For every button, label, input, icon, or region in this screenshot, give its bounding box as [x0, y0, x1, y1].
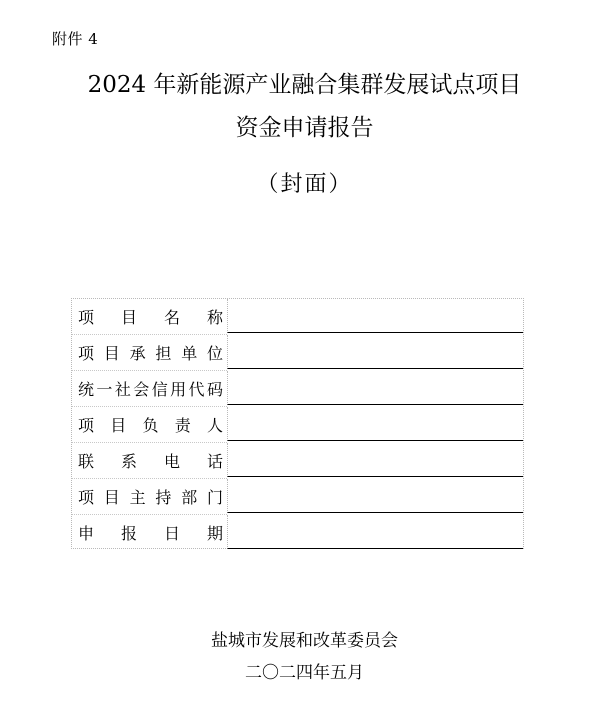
form-field-undertaking-unit[interactable]	[227, 335, 523, 369]
form-label-undertaking-unit	[78, 344, 223, 364]
cover-label: （封面）	[256, 172, 353, 197]
form-row-undertaking-unit	[72, 335, 524, 371]
form-label-char: 目	[120, 308, 137, 327]
form-field-credit-code[interactable]	[227, 371, 523, 405]
form-label-char: 承	[129, 344, 146, 363]
form-label-application-date	[78, 524, 223, 544]
form-label-char: 目	[103, 488, 120, 507]
form-label-char: 码	[206, 380, 223, 399]
form-label-project-name	[78, 308, 223, 328]
form-row-project-leader	[72, 407, 524, 443]
form-field-supervising-dept[interactable]	[227, 479, 523, 513]
form-label-char: 目	[110, 416, 127, 435]
form-label-char: 系	[120, 452, 137, 471]
application-form-table	[71, 298, 524, 549]
form-label-char: 代	[188, 380, 205, 399]
form-label-supervising-dept	[78, 488, 223, 508]
form-field-application-date[interactable]	[227, 515, 523, 549]
document-title: 2024 年新能源产业融合集群发展试点项目	[87, 72, 522, 98]
form-row-supervising-dept	[72, 479, 524, 515]
form-label-char: 担	[155, 344, 172, 363]
form-label-char: 话	[206, 452, 223, 471]
form-field-phone[interactable]	[227, 443, 523, 477]
form-label-char: 负	[142, 416, 159, 435]
form-label-char: 电	[163, 452, 180, 471]
form-label-char: 信	[151, 380, 168, 399]
form-label-char: 称	[206, 308, 223, 327]
form-label-char: 项	[78, 344, 95, 363]
form-field-project-name[interactable]	[227, 299, 523, 333]
issuing-organization: 盐城市发展和改革委员会	[211, 631, 398, 651]
form-label-char: 持	[155, 488, 172, 507]
document-subtitle: 资金申请报告	[235, 115, 374, 141]
form-label-char: 名	[163, 308, 180, 327]
form-label-char: 位	[206, 344, 223, 363]
form-label-char: 项	[78, 308, 95, 327]
form-label-credit-code	[78, 380, 223, 400]
form-label-char: 单	[181, 344, 198, 363]
form-label-char: 部	[181, 488, 198, 507]
attachment-label: 附件 4	[52, 30, 99, 48]
issue-date: 二〇二四年五月	[245, 663, 364, 683]
form-label-char: 一	[96, 380, 113, 399]
form-label-char: 用	[170, 380, 187, 399]
form-label-char: 报	[120, 524, 137, 543]
form-label-char: 责	[174, 416, 191, 435]
form-label-char: 人	[206, 416, 223, 435]
form-row-credit-code	[72, 371, 524, 407]
form-label-phone	[78, 452, 223, 472]
form-label-project-leader	[78, 416, 223, 436]
form-row-project-name	[72, 299, 524, 335]
form-label-char: 联	[78, 452, 95, 471]
form-label-char: 目	[103, 344, 120, 363]
form-label-char: 申	[78, 524, 95, 543]
form-row-phone	[72, 443, 524, 479]
form-label-char: 会	[133, 380, 150, 399]
form-row-application-date	[72, 515, 524, 551]
form-label-char: 统	[78, 380, 95, 399]
form-label-char: 日	[163, 524, 180, 543]
form-label-char: 期	[206, 524, 223, 543]
form-label-char: 项	[78, 416, 95, 435]
form-label-char: 门	[206, 488, 223, 507]
form-field-project-leader[interactable]	[227, 407, 523, 441]
form-label-char: 项	[78, 488, 95, 507]
form-label-char: 主	[129, 488, 146, 507]
form-label-char: 社	[114, 380, 131, 399]
